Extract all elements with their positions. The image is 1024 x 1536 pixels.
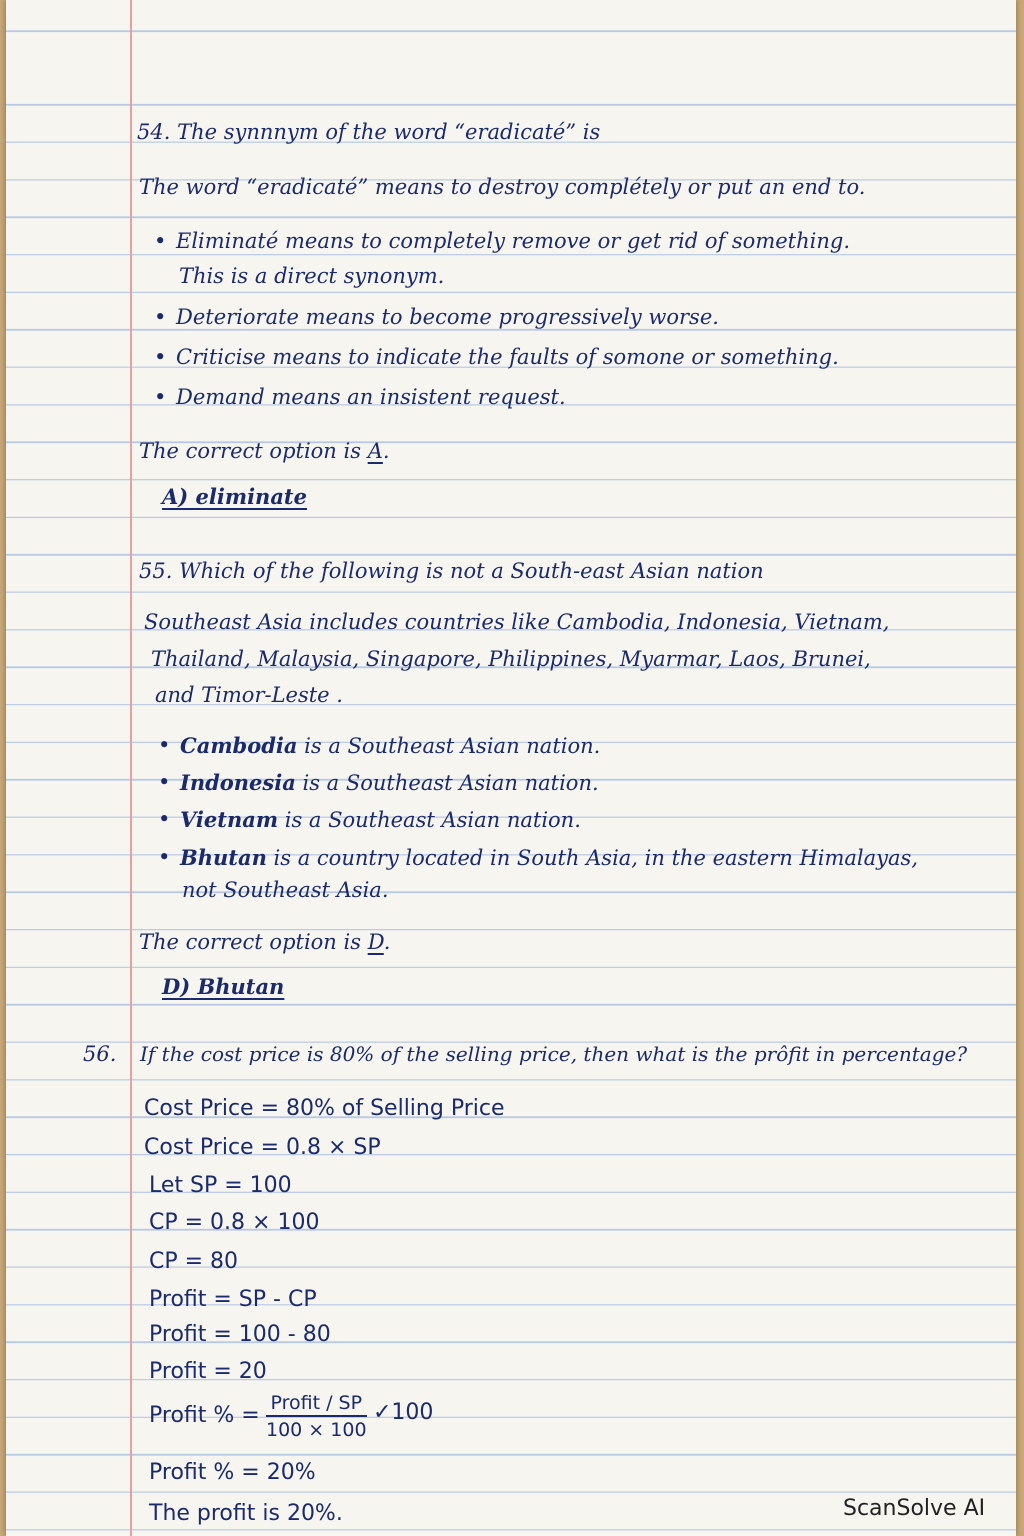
q54-intro: The word “eradicaté” means to destroy complétely or put an end to.	[139, 175, 866, 199]
q56-question: If the cost price is 80% of the selling price, then what is the prôfit in percentage?	[140, 1042, 968, 1066]
q55-intro-line-3: and Timor-Leste .	[155, 683, 343, 707]
q56-conclusion: The profit is 20%.	[149, 1501, 343, 1526]
q54-correct-option: The correct option is A.	[139, 439, 390, 463]
q56-formula-denominator: 100 × 100	[266, 1419, 367, 1441]
q56-formula-tail: ✓100	[373, 1400, 434, 1425]
brand-watermark: ScanSolve AI	[843, 1496, 986, 1521]
q55-bullet-4-cont: not Southeast Asia.	[182, 878, 389, 902]
q54-bullet-3: • Criticise means to indicate the faults of somone or something.	[176, 345, 839, 369]
q56-step-3: Let SP = 100	[149, 1173, 292, 1198]
q56-step-5: CP = 80	[149, 1249, 239, 1274]
q56-formula-fraction	[266, 1392, 367, 1441]
q56-step-1: Cost Price = 80% of Selling Price	[144, 1096, 505, 1121]
q54-bullet-1-cont: This is a direct synonym.	[179, 264, 445, 288]
q55-intro-line-1: Southeast Asia includes countries like Cambodia, Indonesia, Vietnam,	[144, 610, 890, 634]
q54-title: 54. The synnnym of the word “eradicaté” is	[137, 120, 601, 144]
q56-formula-lhs: Profit % =	[149, 1403, 260, 1428]
q55-answer: D) Bhutan	[162, 974, 285, 999]
q56-step-2: Cost Price = 0.8 × SP	[144, 1135, 381, 1160]
q54-bullet-1: • Eliminaté means to completely remove or get rid of something.	[176, 229, 850, 253]
q56-number: 56.	[83, 1042, 117, 1066]
q56-step-4: CP = 0.8 × 100	[149, 1210, 320, 1235]
q55-bullet-4: • Bhutan is a country located in South Asia, in the eastern Himalayas,	[180, 845, 918, 870]
q56-step-6: Profit = SP - CP	[149, 1287, 317, 1312]
q55-bullet-1: • Cambodia is a Southeast Asian nation.	[180, 733, 600, 758]
q55-title: 55. Which of the following is not a South-east Asian nation	[139, 559, 764, 583]
q54-bullet-2: • Deteriorate means to become progressively worse.	[176, 305, 719, 329]
q55-intro-line-2: Thailand, Malaysia, Singapore, Philippines, Myarmar, Laos, Brunei,	[151, 647, 871, 671]
q56-step-7: Profit = 100 - 80	[149, 1322, 331, 1347]
q54-bullet-4: • Demand means an insistent request.	[176, 385, 566, 409]
q56-step-8: Profit = 20	[149, 1359, 267, 1384]
q55-correct-option: The correct option is D.	[139, 930, 391, 954]
q56-formula-numerator: Profit / SP	[266, 1392, 367, 1417]
q54-answer: A) eliminate	[162, 484, 307, 509]
q56-result: Profit % = 20%	[149, 1460, 316, 1485]
q55-bullet-3: • Vietnam is a Southeast Asian nation.	[180, 807, 581, 832]
q55-bullet-2: • Indonesia is a Southeast Asian nation.	[180, 770, 599, 795]
